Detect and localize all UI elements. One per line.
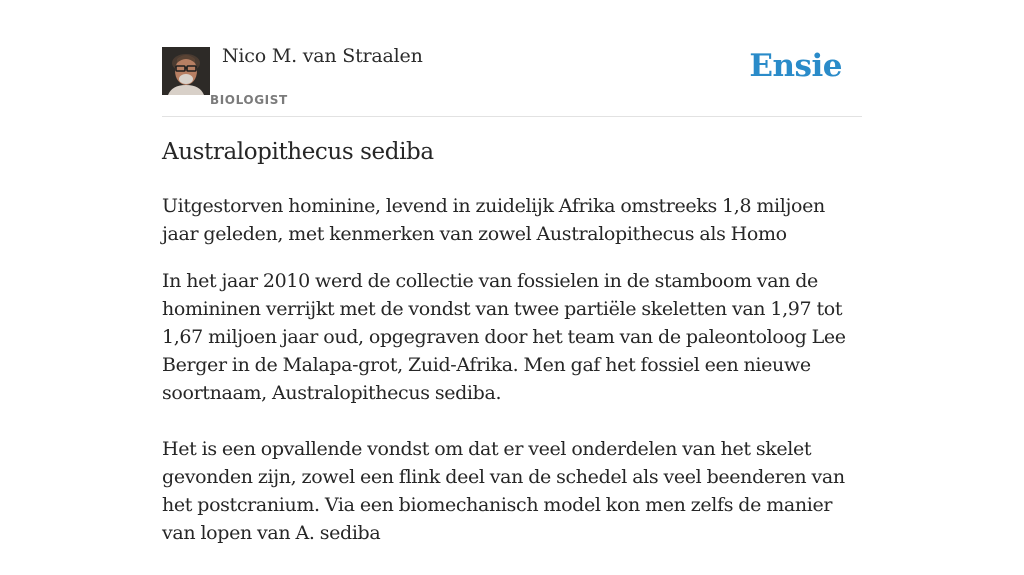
article-paragraph: In het jaar 2010 werd de collectie van fossielen in de stamboom van de homininen verrijkt met de vondst van twee partiële skeletten van 1,97 tot 1,67 miljoen jaar oud, opgegraven door het team van de paleontoloog Lee Berger in de Malapa-grot, Zuid-Afrika. Men gaf het fossiel een nieuwe soortnaam, Australopithecus sediba. [162, 270, 846, 404]
brand-logo[interactable]: Ensie [749, 48, 842, 84]
author-name[interactable]: Nico M. van Straalen [222, 45, 423, 67]
article-paragraph: Het is een opvallende vondst om dat er veel onderdelen van het skelet gevonden zijn, zowel een flink deel van de schedel als veel beenderen van het postcranium. Via een biomechanisch model kon men zelfs de manier van lopen van A. sediba [162, 438, 845, 544]
author-role: BIOLOGIST [210, 93, 288, 107]
article-subtitle: Uitgestorven hominine, levend in zuidelijk Afrika omstreeks 1,8 miljoen jaar geleden, met kenmerken van zowel Australopithecus als Homo [162, 195, 825, 245]
author-header [162, 0, 862, 117]
author-portrait-icon [162, 47, 210, 95]
author-avatar[interactable] [162, 47, 210, 95]
article-title: Australopithecus sediba [162, 139, 434, 165]
article-body [162, 267, 862, 575]
